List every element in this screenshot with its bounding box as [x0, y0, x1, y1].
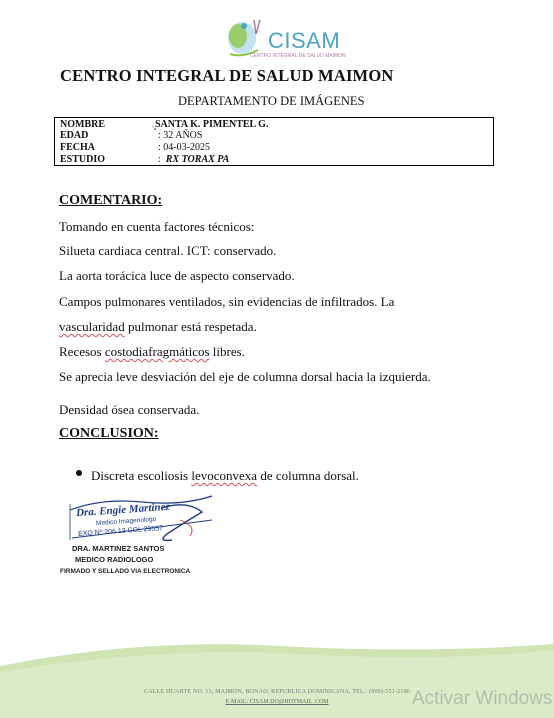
- department-title: DEPARTAMENTO DE IMÁGENES: [178, 94, 365, 108]
- conclusion-item: [91, 468, 359, 484]
- study-prefix: :: [158, 154, 161, 165]
- conclusion-heading: CONCLUSION:: [59, 426, 159, 441]
- cisam-logo: [210, 14, 345, 64]
- comment-line-6-start: Recesos: [59, 344, 105, 359]
- comment-line-4: Campos pulmonares ventilados, sin evidencias de infiltrados. La: [59, 294, 395, 309]
- age-value: : 32 AÑOS: [158, 130, 203, 141]
- comment-line-6: [59, 344, 245, 360]
- activation-watermark: Activar Windows: [412, 688, 553, 709]
- comment-line-5-rest: pulmonar está respetada.: [124, 319, 257, 334]
- doctor-stamp: [62, 490, 222, 550]
- stamp-name: Dra. Engie Martinez: [75, 500, 171, 520]
- footer-address: CALLE DUARTE NO. 13, MAIMÓN, BONAO, REPUBLICA DOMINICANA, TEL.: (809)-551-2196: [144, 689, 410, 695]
- study-label: ESTUDIO: [60, 154, 106, 165]
- patient-info-box: [54, 117, 494, 166]
- study-value-wrap: [158, 154, 229, 166]
- comment-line-6-end: libres.: [209, 344, 245, 359]
- age-label: EDAD: [60, 130, 89, 141]
- comment-heading: COMENTARIO:: [59, 193, 163, 208]
- study-value: RX TORAX PA: [165, 154, 230, 165]
- footer-email[interactable]: E-MAIL: CISAM.DO@HOTMAIL .COM: [225, 699, 329, 705]
- bullet-icon: [76, 470, 82, 476]
- name-label: NOMBRE: [60, 119, 105, 130]
- stamp-exequatur: EXQ Nº 206 13 COL 29557: [77, 525, 164, 538]
- date-label: FECHA: [60, 142, 95, 153]
- comment-line-7: Se aprecia leve desviación del eje de columna dorsal hacia la izquierda.: [59, 369, 431, 384]
- cursor-mark-icon: ↘: [151, 124, 157, 132]
- spell-flag-vascularidad: vascularidad: [59, 319, 125, 334]
- signer-role: MEDICO RADIOLOGO: [75, 555, 154, 564]
- comment-line-8: Densidad ósea conservada.: [59, 402, 200, 417]
- spell-flag-levoconvexa: levoconvexa: [191, 468, 258, 483]
- conclusion-item-start: Discreta escoliosis: [91, 468, 192, 483]
- signature-note: FIRMADO Y SELLADO VIA ELECTRONICA: [60, 568, 191, 575]
- spell-flag-costodiafragmaticos: costodiafragmáticos: [104, 344, 210, 359]
- stamp-role: Medico Imagenologo: [95, 515, 157, 528]
- comment-line-5: [59, 319, 257, 335]
- date-value: : 04-03-2025: [158, 142, 210, 153]
- conclusion-item-end: de columna dorsal.: [257, 468, 359, 483]
- comment-line-2: Silueta cardiaca central. ICT: conservado.: [59, 243, 277, 258]
- logo-name: CISAM: [268, 28, 341, 53]
- name-value: SANTA K. PIMENTEL G.: [155, 119, 269, 130]
- org-title: CENTRO INTEGRAL DE SALUD MAIMON: [60, 66, 394, 85]
- comment-line-1: Tomando en cuenta factores técnicos:: [59, 219, 255, 234]
- comment-line-3: La aorta torácica luce de aspecto conservado.: [59, 268, 295, 283]
- signer-name: DRA. MARTINEZ SANTOS: [72, 544, 165, 553]
- logo-subtitle: CENTRO INTEGRAL DE SALUD MAIMON: [250, 53, 346, 59]
